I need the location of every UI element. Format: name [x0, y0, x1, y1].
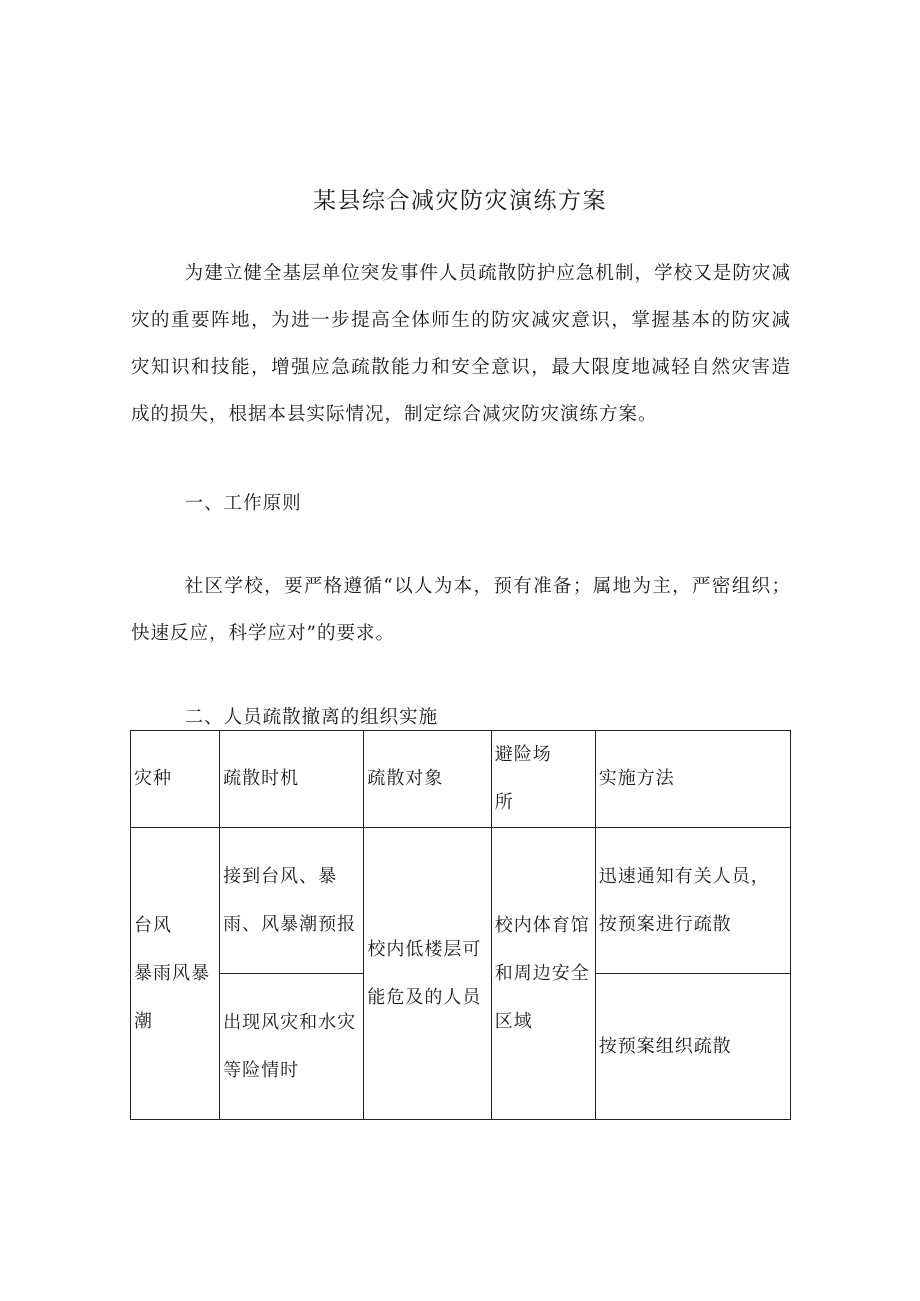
- header-method: 实施方法: [595, 731, 790, 828]
- header-disaster-type: 灾种: [131, 731, 220, 828]
- cell-timing-forecast: 接到台风、暴雨、风暴潮预报: [220, 828, 364, 974]
- table-row: [131, 828, 791, 974]
- header-shelter-line1: 避险场: [494, 744, 552, 765]
- header-shelter-line2: 所: [494, 792, 514, 813]
- cell-shelter: 校内体育馆和周边安全区域: [491, 828, 595, 1120]
- disaster-type-line3: 潮: [134, 1010, 153, 1032]
- table-header-row: [131, 731, 791, 828]
- cell-method-organize: 按预案组织疏散: [595, 974, 790, 1120]
- cell-disaster-type: [131, 828, 220, 1120]
- cell-evacuation-target: 校内低楼层可能危及的人员: [364, 828, 491, 1120]
- section-heading-principles: 一、工作原则: [184, 493, 302, 514]
- principles-paragraph: 社区学校，要严格遵循“以人为本，预有准备；属地为主，严密组织；快速反应，科学应对”的要求。: [131, 576, 791, 644]
- cell-timing-danger: 出现风灾和水灾等险情时: [220, 974, 364, 1120]
- document-title: 某县综合减灾防灾演练方案: [313, 188, 607, 214]
- disaster-type-line1: 台风: [134, 914, 172, 936]
- section-heading-evacuation: 二、人员疏散撤离的组织实施: [184, 707, 439, 728]
- evacuation-table: [130, 730, 791, 1120]
- header-evacuation-target: 疏散对象: [364, 731, 491, 828]
- header-shelter: [491, 731, 595, 828]
- disaster-type-line2: 暴雨风暴: [134, 962, 210, 984]
- intro-paragraph: 为建立健全基层单位突发事件人员疏散防护应急机制，学校又是防灾减灾的重要阵地，为进一步提高全体师生的防灾减灾意识，掌握基本的防灾减灾知识和技能，增强应急疏散能力和安全意识，最大限度地减轻自然灾害造成的损失，根据本县实际情况，制定综合减灾防灾演练方案。: [131, 263, 791, 425]
- cell-method-notify: 迅速通知有关人员，按预案进行疏散: [595, 828, 790, 974]
- header-evacuation-timing: 疏散时机: [220, 731, 364, 828]
